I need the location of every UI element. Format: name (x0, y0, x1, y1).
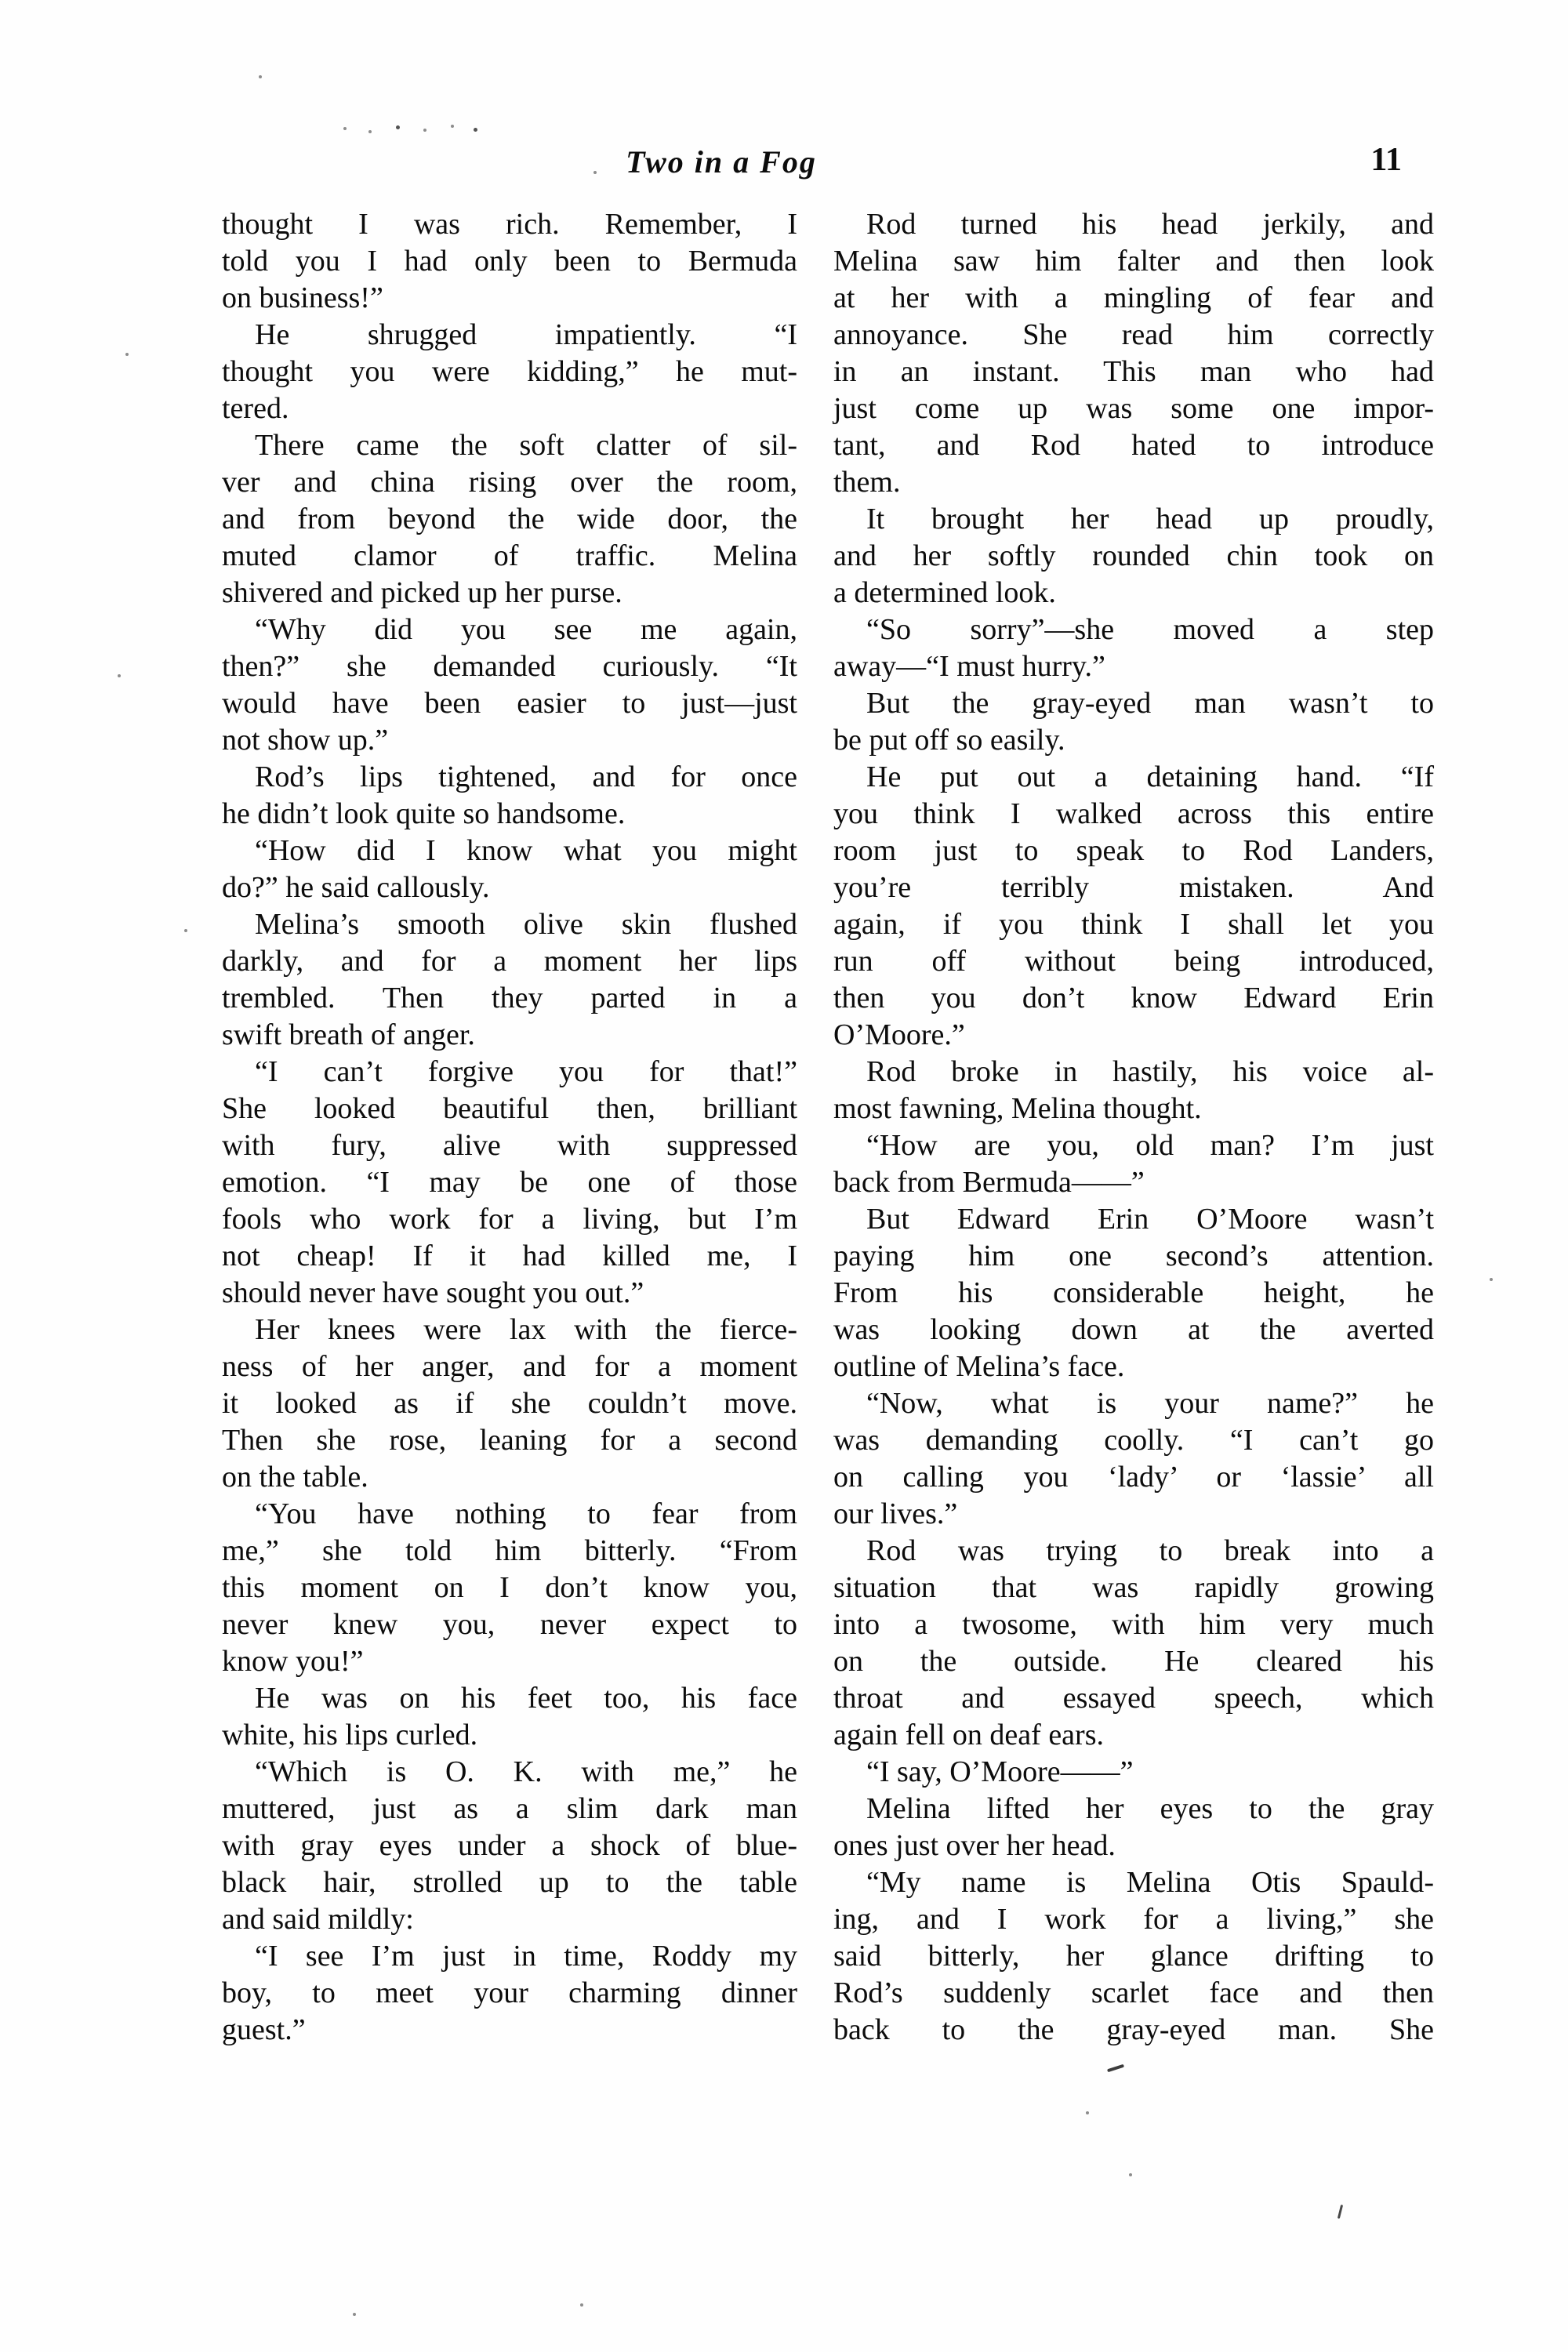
scan-speck (1086, 2111, 1089, 2114)
text-line: it looked as if she couldn’t move. (222, 1387, 797, 1420)
text-line: O’Moore.” (833, 1018, 965, 1051)
text-line: not cheap! If it had killed me, I (222, 1240, 797, 1272)
text-line: trembled. Then they parted in a (222, 982, 797, 1014)
text-line: at her with a mingling of fear and (833, 281, 1434, 314)
scan-speck (1338, 2205, 1343, 2219)
text-line: “Now, what is your name?” he (866, 1387, 1434, 1420)
text-line: It brought her head up proudly, (866, 503, 1434, 535)
text-line: But the gray-eyed man wasn’t to (866, 687, 1434, 720)
text-line: room just to speak to Rod Landers, (833, 834, 1434, 867)
text-line: a determined look. (833, 576, 1056, 609)
text-line: with gray eyes under a shock of blue- (222, 1829, 797, 1862)
scan-speck (259, 75, 262, 78)
text-line: them. (833, 466, 901, 499)
text-line: most fawning, Melina thought. (833, 1092, 1202, 1125)
text-line: ver and china rising over the room, (222, 466, 797, 499)
text-line: be put off so easily. (833, 724, 1065, 757)
text-line: should never have sought you out.” (222, 1276, 644, 1309)
scan-speck (423, 129, 426, 132)
scan-speck (353, 2313, 356, 2316)
text-line: away—“I must hurry.” (833, 650, 1105, 683)
text-line: and her softly rounded chin took on (833, 539, 1434, 572)
text-line: was looking down at the averted (833, 1313, 1434, 1346)
text-line: ing, and I work for a living,” she (833, 1903, 1434, 1936)
text-line: do?” he said callously. (222, 871, 490, 904)
scan-speck (1129, 2173, 1132, 2176)
text-line: “How are you, old man? I’m just (866, 1129, 1434, 1162)
text-line: in an instant. This man who had (833, 355, 1434, 388)
text-line: shivered and picked up her purse. (222, 576, 622, 609)
text-line: Melina saw him falter and then look (833, 245, 1434, 278)
page-number: 11 (1370, 142, 1402, 178)
text-line: on the outside. He cleared his (833, 1645, 1434, 1678)
text-line: Rod turned his head jerkily, and (866, 208, 1434, 241)
text-line: darkly, and for a moment her lips (222, 945, 797, 978)
scan-speck (451, 125, 454, 128)
running-head-title: Two in a Fog (626, 144, 817, 180)
text-line: throat and essayed speech, which (833, 1682, 1434, 1715)
text-line: emotion. “I may be one of those (222, 1166, 797, 1199)
text-line: back from Bermuda——” (833, 1166, 1145, 1199)
scan-speck (474, 128, 477, 132)
text-line: black hair, strolled up to the table (222, 1866, 797, 1899)
text-line: on business!” (222, 281, 383, 314)
scan-speck (184, 929, 187, 932)
text-line: “Which is O. K. with me,” he (255, 1755, 797, 1788)
text-line: “I say, O’Moore——” (866, 1755, 1134, 1788)
text-line: me,” she told him bitterly. “From (222, 1534, 797, 1567)
text-line: Melina lifted her eyes to the gray (866, 1792, 1434, 1825)
scan-speck (125, 353, 129, 356)
text-line: with fury, alive with suppressed (222, 1129, 797, 1162)
text-line: just come up was some one impor- (833, 392, 1434, 425)
text-line: From his considerable height, he (833, 1276, 1434, 1309)
text-line: back to the gray-eyed man. She (833, 2013, 1434, 2046)
text-line: our lives.” (833, 1497, 958, 1530)
text-line: told you I had only been to Bermuda (222, 245, 797, 278)
text-line: Her knees were lax with the fierce- (255, 1313, 797, 1346)
text-line: outline of Melina’s face. (833, 1350, 1125, 1383)
text-line: tant, and Rod hated to introduce (833, 429, 1434, 462)
text-line: She looked beautiful then, brilliant (222, 1092, 797, 1125)
text-line: boy, to meet your charming dinner (222, 1976, 797, 2009)
text-line: ness of her anger, and for a moment (222, 1350, 797, 1383)
text-line: again fell on deaf ears. (833, 1719, 1104, 1751)
scan-speck (1107, 2064, 1124, 2073)
text-line: thought you were kidding,” he mut- (222, 355, 797, 388)
scan-speck (593, 171, 597, 174)
text-line: “You have nothing to fear from (255, 1497, 797, 1530)
text-line: “I can’t forgive you for that!” (255, 1055, 797, 1088)
text-line: you’re terribly mistaken. And (833, 871, 1434, 904)
text-line: he didn’t look quite so handsome. (222, 797, 626, 830)
text-line: muted clamor of traffic. Melina (222, 539, 797, 572)
text-line: this moment on I don’t know you, (222, 1571, 797, 1604)
text-line: “My name is Melina Otis Spauld- (866, 1866, 1434, 1899)
text-column-right (833, 206, 1434, 2049)
text-line: not show up.” (222, 724, 389, 757)
text-line: Then she rose, leaning for a second (222, 1424, 797, 1457)
scan-speck (580, 2303, 583, 2307)
text-line: on calling you ‘lady’ or ‘lassie’ all (833, 1461, 1434, 1494)
scan-speck (1490, 1278, 1493, 1281)
text-line: Rod was trying to break into a (866, 1534, 1434, 1567)
text-line: again, if you think I shall let you (833, 908, 1434, 941)
scan-speck (343, 127, 347, 130)
text-line: Melina’s smooth olive skin flushed (255, 908, 797, 941)
text-line: “So sorry”—she moved a step (866, 613, 1434, 646)
text-line: know you!” (222, 1645, 364, 1678)
text-line: never knew you, never expect to (222, 1608, 797, 1641)
text-line: and from beyond the wide door, the (222, 503, 797, 535)
text-line: then?” she demanded curiously. “It (222, 650, 797, 683)
text-line: “How did I know what you might (255, 834, 797, 867)
text-line: He shrugged impatiently. “I (255, 318, 797, 351)
text-line: There came the soft clatter of sil- (255, 429, 797, 462)
text-line: “I see I’m just in time, Roddy my (255, 1940, 797, 1973)
text-line: annoyance. She read him correctly (833, 318, 1434, 351)
text-line: “Why did you see me again, (255, 613, 797, 646)
scan-speck (368, 130, 372, 133)
text-column-left (222, 206, 797, 2049)
scan-speck (118, 674, 121, 677)
text-line: thought I was rich. Remember, I (222, 208, 797, 241)
text-line: swift breath of anger. (222, 1018, 475, 1051)
text-line: said bitterly, her glance drifting to (833, 1940, 1434, 1973)
text-line: white, his lips curled. (222, 1719, 478, 1751)
text-line: Rod’s suddenly scarlet face and then (833, 1976, 1434, 2009)
scan-speck (396, 125, 400, 129)
text-line: He put out a detaining hand. “If (866, 760, 1434, 793)
text-line: tered. (222, 392, 289, 425)
text-line: paying him one second’s attention. (833, 1240, 1434, 1272)
text-line: run off without being introduced, (833, 945, 1434, 978)
text-line: guest.” (222, 2013, 306, 2046)
text-line: ones just over her head. (833, 1829, 1116, 1862)
text-line: muttered, just as a slim dark man (222, 1792, 797, 1825)
text-line: you think I walked across this entire (833, 797, 1434, 830)
text-line: and said mildly: (222, 1903, 414, 1936)
text-line: But Edward Erin O’Moore wasn’t (866, 1203, 1434, 1236)
text-line: Rod’s lips tightened, and for once (255, 760, 797, 793)
text-line: He was on his feet too, his face (255, 1682, 797, 1715)
text-line: Rod broke in hastily, his voice al- (866, 1055, 1434, 1088)
text-line: into a twosome, with him very much (833, 1608, 1434, 1641)
text-line: on the table. (222, 1461, 368, 1494)
text-line: was demanding coolly. “I can’t go (833, 1424, 1434, 1457)
text-line: fools who work for a living, but I’m (222, 1203, 797, 1236)
text-line: situation that was rapidly growing (833, 1571, 1434, 1604)
text-line: would have been easier to just—just (222, 687, 797, 720)
text-line: then you don’t know Edward Erin (833, 982, 1434, 1014)
